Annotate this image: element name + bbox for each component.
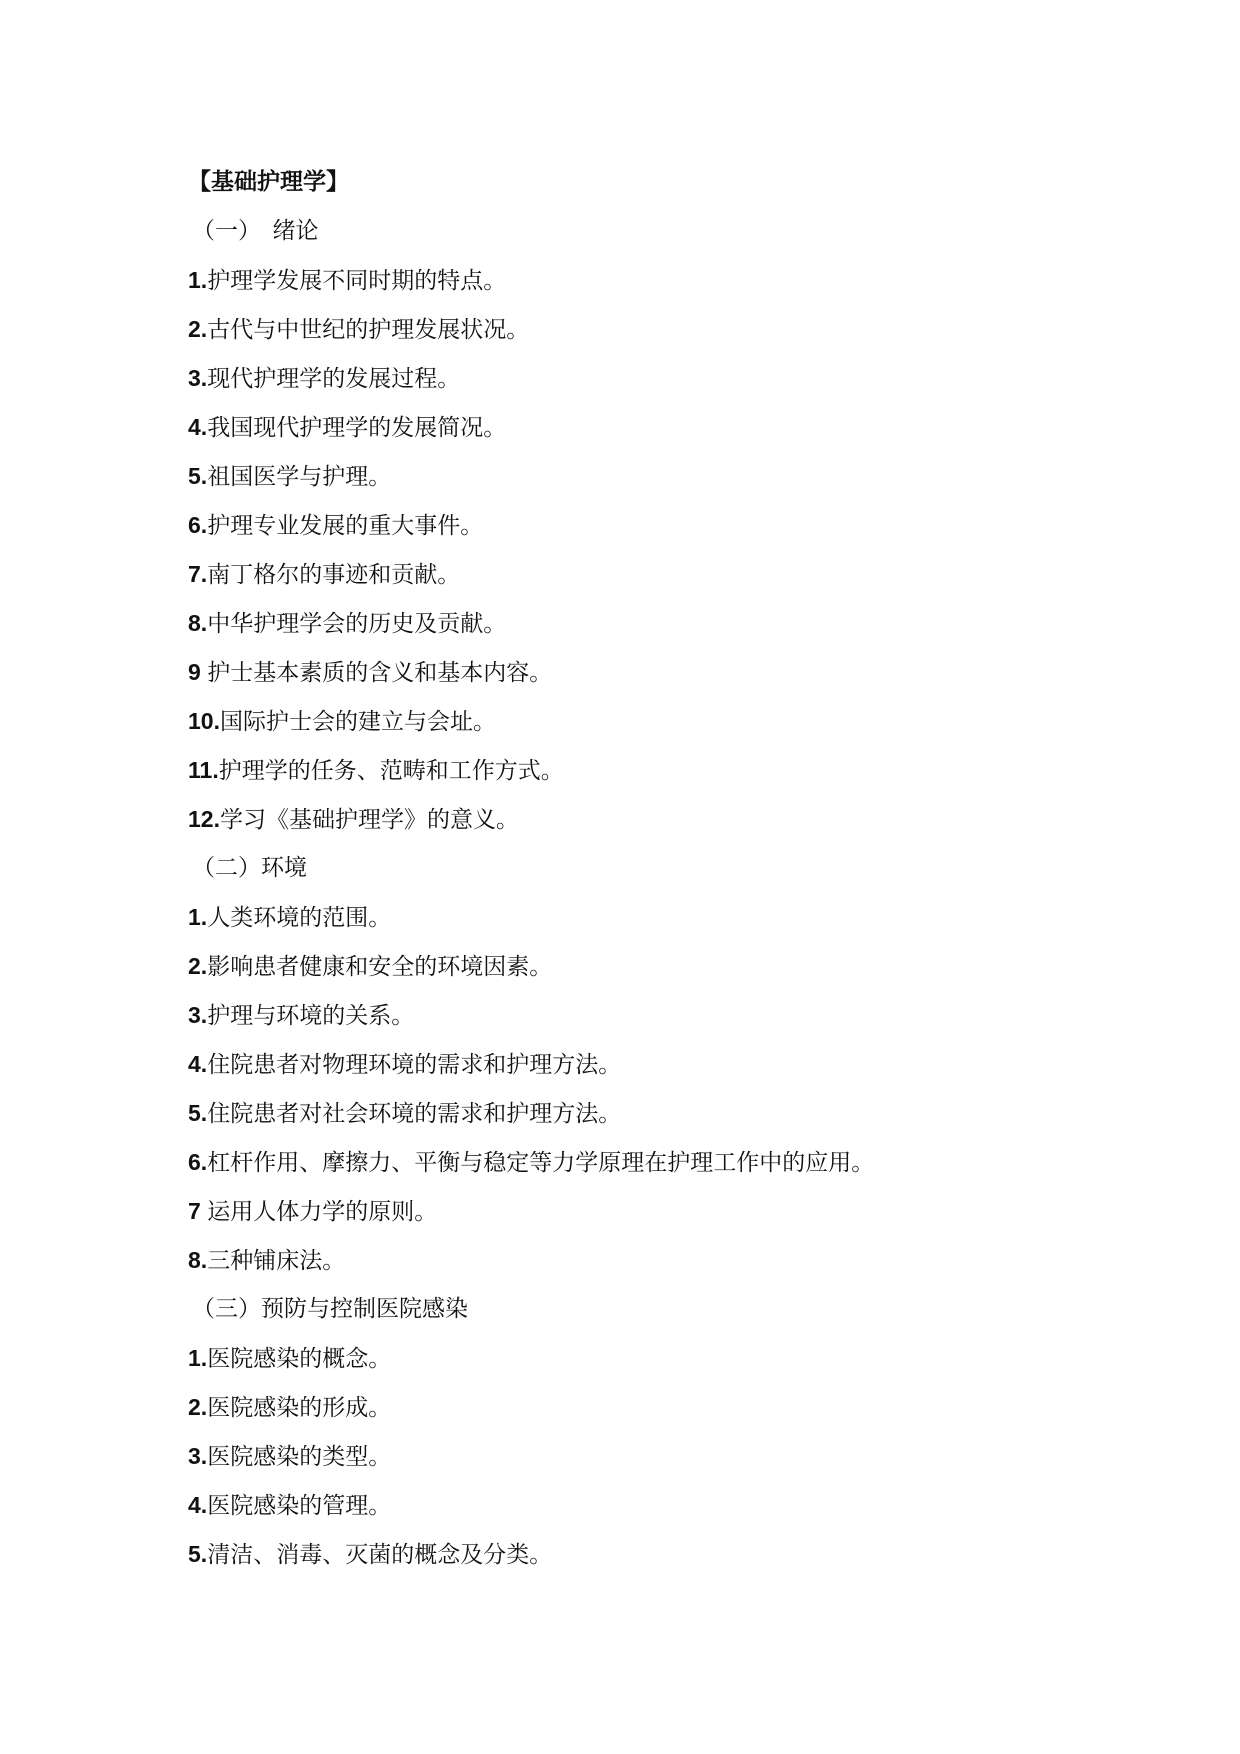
list-item <box>188 256 1188 305</box>
item-text: 住院患者对物理环境的需求和护理方法。 <box>207 1052 622 1078</box>
item-text: 学习《基础护理学》的意义。 <box>219 807 519 833</box>
list-item <box>188 942 1188 991</box>
list-item <box>188 1334 1188 1383</box>
item-number: 1. <box>188 1345 208 1371</box>
list-item <box>188 501 1188 550</box>
item-text: 护理学的任务、范畴和工作方式。 <box>218 758 564 784</box>
list-item <box>188 403 1188 452</box>
item-text: 中华护理学会的历史及贡献。 <box>207 611 507 637</box>
list-item <box>188 452 1188 501</box>
list-item <box>188 991 1188 1040</box>
item-text: 运用人体力学的原则。 <box>207 1199 438 1225</box>
list-item <box>188 354 1188 403</box>
list-item <box>188 1089 1188 1138</box>
list-item <box>188 1481 1188 1530</box>
item-text: 护理专业发展的重大事件。 <box>207 513 484 539</box>
item-number: 5. <box>188 1100 208 1126</box>
item-number: 2. <box>188 1394 208 1420</box>
item-number: 3. <box>188 365 208 391</box>
item-text: 三种铺床法。 <box>207 1248 346 1274</box>
item-text: 影响患者健康和安全的环境因素。 <box>207 954 553 980</box>
list-item <box>188 1530 1188 1579</box>
list-item <box>188 1432 1188 1481</box>
item-text: 医院感染的管理。 <box>207 1493 392 1519</box>
item-number: 9 <box>188 659 208 685</box>
item-text: 护理学发展不同时期的特点。 <box>207 268 507 294</box>
list-item <box>188 305 1188 354</box>
item-number: 5. <box>188 463 208 489</box>
item-text: 清洁、消毒、灭菌的概念及分类。 <box>207 1542 553 1568</box>
item-number: 1. <box>188 267 208 293</box>
document-body <box>188 158 1188 1579</box>
list-item <box>188 1187 1188 1236</box>
item-text: 南丁格尔的事迹和贡献。 <box>207 562 461 588</box>
item-number: 8. <box>188 610 208 636</box>
item-text: 人类环境的范围。 <box>207 905 392 931</box>
item-number: 6. <box>188 512 208 538</box>
item-number: 8. <box>188 1247 208 1273</box>
item-text: 医院感染的形成。 <box>207 1395 392 1421</box>
item-number: 2. <box>188 953 208 979</box>
item-number: 4. <box>188 414 208 440</box>
item-number: 5. <box>188 1541 208 1567</box>
page-title: 【基础护理学】 <box>188 169 349 195</box>
item-text: 护理与环境的关系。 <box>207 1003 415 1029</box>
list-item <box>188 1040 1188 1089</box>
list-item <box>188 1138 1188 1187</box>
list-item <box>188 697 1188 746</box>
item-number: 3. <box>188 1443 208 1469</box>
item-text: 住院患者对社会环境的需求和护理方法。 <box>207 1101 622 1127</box>
item-text: 我国现代护理学的发展简况。 <box>207 415 507 441</box>
item-number: 12. <box>188 806 220 832</box>
section-heading: （三）预防与控制医院感染 <box>192 1296 468 1322</box>
item-text: 国际护士会的建立与会址。 <box>219 709 496 735</box>
item-number: 4. <box>188 1051 208 1077</box>
item-text: 医院感染的概念。 <box>207 1346 392 1372</box>
list-item <box>188 550 1188 599</box>
item-text: 祖国医学与护理。 <box>207 464 392 490</box>
section-heading: （二）环境 <box>192 855 307 881</box>
list-item <box>188 1236 1188 1285</box>
list-item <box>188 795 1188 844</box>
item-number: 10. <box>188 708 220 734</box>
item-number: 6. <box>188 1149 208 1175</box>
item-number: 7. <box>188 561 208 587</box>
list-item <box>188 648 1188 697</box>
list-item <box>188 746 1188 795</box>
section-heading: （一） 绪论 <box>192 218 319 244</box>
item-text: 古代与中世纪的护理发展状况。 <box>207 317 530 343</box>
item-number: 1. <box>188 904 208 930</box>
item-number: 4. <box>188 1492 208 1518</box>
item-text: 护士基本素质的含义和基本内容。 <box>207 660 553 686</box>
item-text: 杠杆作用、摩擦力、平衡与稳定等力学原理在护理工作中的应用。 <box>207 1150 875 1176</box>
item-number: 3. <box>188 1002 208 1028</box>
list-item <box>188 1383 1188 1432</box>
item-number: 11. <box>188 757 219 783</box>
list-item <box>188 893 1188 942</box>
item-number: 7 <box>188 1198 208 1224</box>
list-item <box>188 599 1188 648</box>
item-text: 现代护理学的发展过程。 <box>207 366 461 392</box>
item-number: 2. <box>188 316 208 342</box>
item-text: 医院感染的类型。 <box>207 1444 392 1470</box>
